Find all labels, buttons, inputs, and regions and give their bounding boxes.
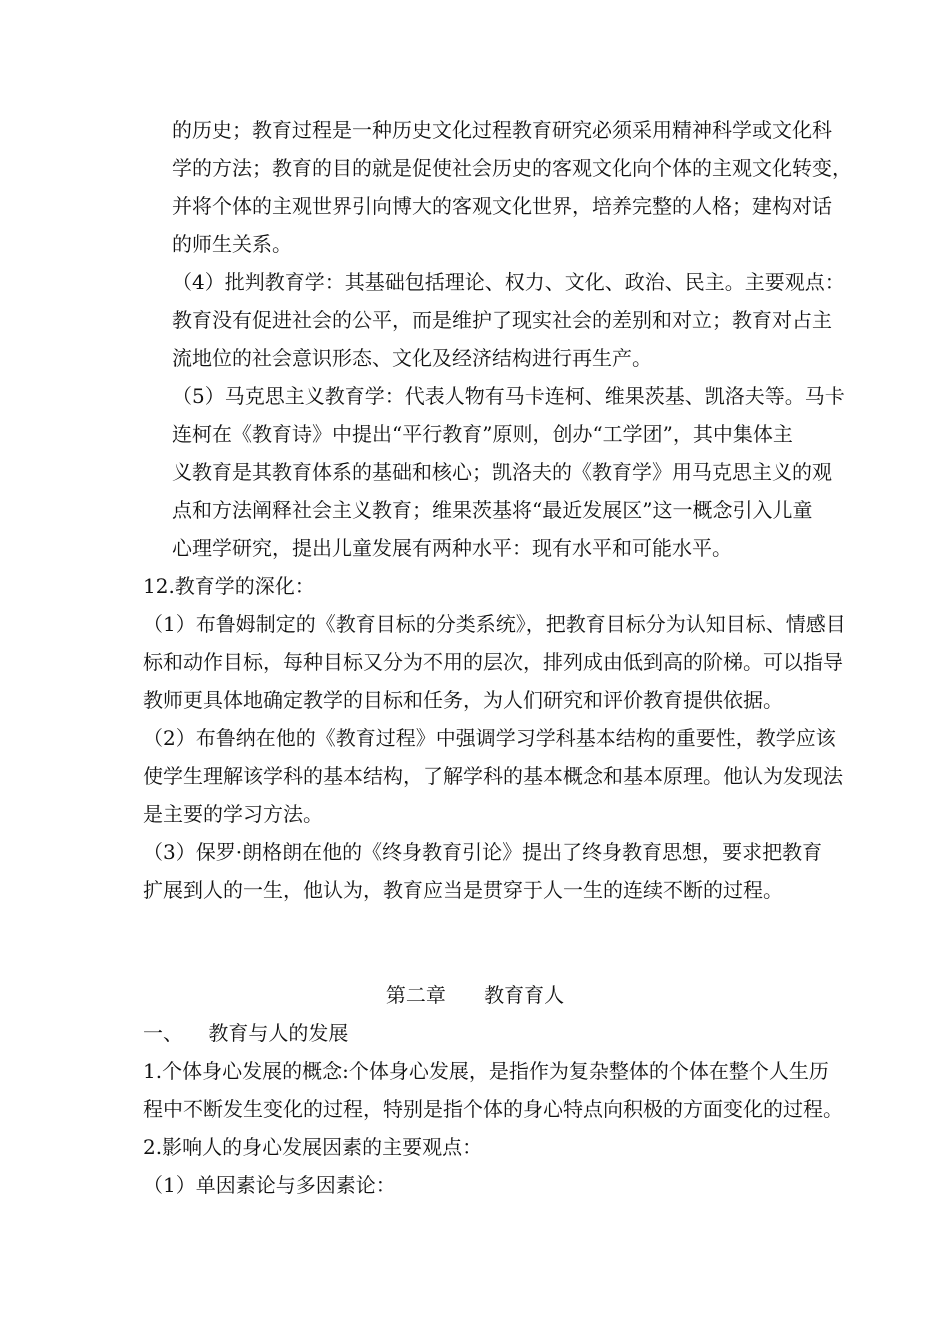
text-line: 2.影响人的身心发展因素的主要观点： <box>143 1135 483 1159</box>
text-line: 点和方法阐释社会主义教育；维果茨基将“最近发展区”这一概念引入儿童 <box>172 498 813 522</box>
text-line: 流地位的社会意识形态、文化及经济结构进行再生产。 <box>172 346 652 370</box>
text-line: （5）马克思主义教育学：代表人物有马卡连柯、维果茨基、凯洛夫等。马卡 <box>172 384 845 408</box>
text-line: 1.个体身心发展的概念:个体身心发展，是指作为复杂整体的个体在整个人生历 <box>143 1059 829 1083</box>
text-line: （4）批判教育学：其基础包括理论、权力、文化、政治、民主。主要观点： <box>172 270 845 294</box>
text-line: （2）布鲁纳在他的《教育过程》中强调学习学科基本结构的重要性，教学应该 <box>143 726 836 750</box>
chapter-title: 第二章 教育育人 <box>385 983 565 1007</box>
text-line: 程中不断发生变化的过程，特别是指个体的身心特点向积极的方面变化的过程。 <box>143 1097 843 1121</box>
text-line: 连柯在《教育诗》中提出“平行教育”原则，创办“工学团”，其中集体主 <box>172 422 793 446</box>
text-line: 是主要的学习方法。 <box>143 802 323 826</box>
text-line: 义教育是其教育体系的基础和核心；凯洛夫的《教育学》用马克思主义的观 <box>172 460 832 484</box>
section-heading: 一、 教育与人的发展 <box>143 1021 349 1045</box>
text-line: 教师更具体地确定教学的目标和任务，为人们研究和评价教育提供依据。 <box>143 688 783 712</box>
text-line: 标和动作目标，每种目标又分为不用的层次，排列成由低到高的阶梯。可以指导 <box>143 650 843 674</box>
text-line: 学的方法；教育的目的就是促使社会历史的客观文化向个体的主观文化转变， <box>172 156 852 180</box>
section-heading: 12.教育学的深化： <box>143 574 315 598</box>
text-line: （3）保罗·朗格朗在他的《终身教育引论》提出了终身教育思想，要求把教育 <box>143 840 823 864</box>
text-line: 并将个体的主观世界引向博大的客观文化世界，培养完整的人格；建构对话 <box>172 194 832 218</box>
text-line: （1）布鲁姆制定的《教育目标的分类系统》，把教育目标分为认知目标、情感目 <box>143 612 846 636</box>
text-line: 使学生理解该学科的基本结构，了解学科的基本概念和基本原理。他认为发现法 <box>143 764 843 788</box>
text-line: 的历史；教育过程是一种历史文化过程教育研究必须采用精神科学或文化科 <box>172 118 832 142</box>
text-line: 心理学研究，提出儿童发展有两种水平：现有水平和可能水平。 <box>172 536 732 560</box>
text-line: 教育没有促进社会的公平，而是维护了现实社会的差别和对立；教育对占主 <box>172 308 832 332</box>
text-line: （1）单因素论与多因素论： <box>143 1173 396 1197</box>
text-line: 的师生关系。 <box>172 232 292 256</box>
text-line: 扩展到人的一生，他认为，教育应当是贯穿于人一生的连续不断的过程。 <box>143 878 783 902</box>
